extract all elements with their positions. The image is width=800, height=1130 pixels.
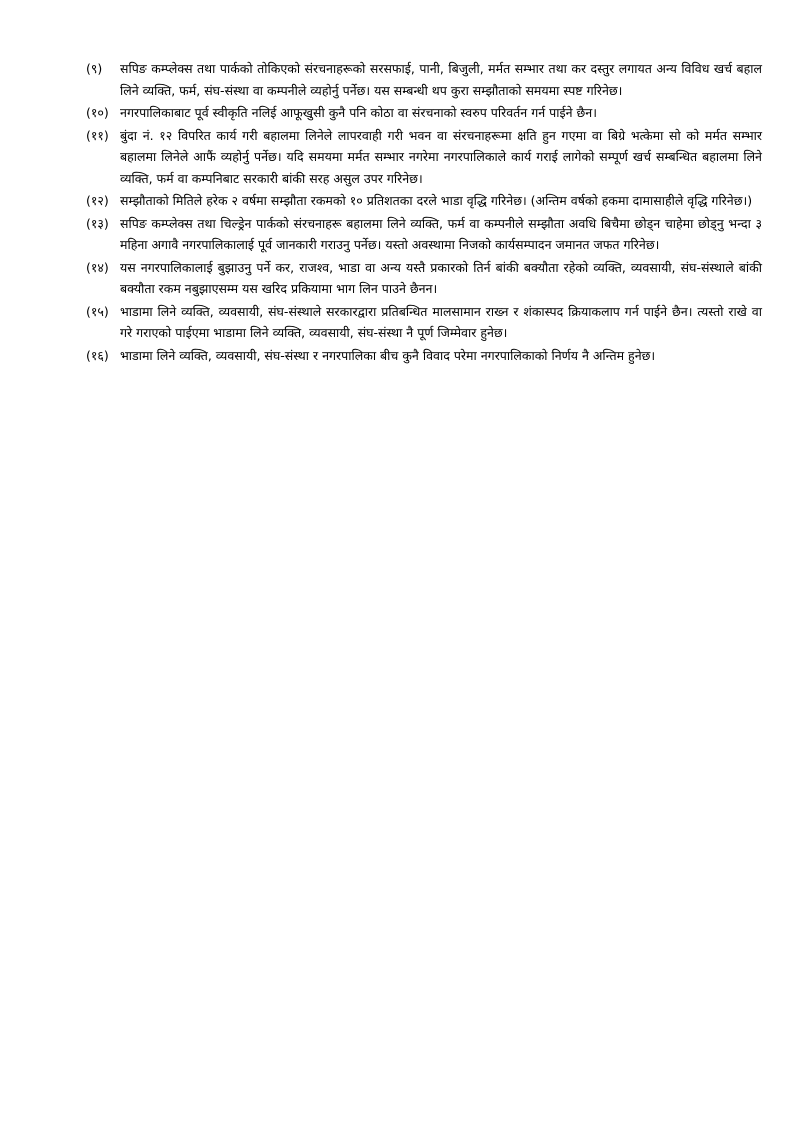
clause-text: यस नगरपालिकालाई बुझाउनु पर्ने कर, राजश्व, भाडा वा अन्य यस्तै प्रकारको तिर्न बांकी बक्यौता रहेको व्यक्ति, व्यवसायी, संघ-संस्थाले बांकी बक्यौता रकम नबुझाएसम्म यस खरिद प्रकियामा भाग लिन पाउने छैनन।: [120, 259, 762, 296]
clause-text: सपिङ कम्प्लेक्स तथा पार्कको तोकिएको संरचनाहरूको सरसफाई, पानी, बिजुली, मर्मत सम्भार तथा कर दस्तुर लगायत अन्य विविध खर्च बहाल लिने व्यक्ति, फर्म, संघ-संस्था वा कम्पनीले व्यहोर्नु पर्नेछ। यस सम्बन्धी थप कुरा सम्झौताको समयमा स्पष्ट गरिनेछ।: [120, 61, 762, 98]
clause-12: [86, 190, 762, 212]
clause-number: (१६): [86, 347, 109, 363]
clause-text: सपिङ कम्प्लेक्स तथा चिल्ड्रेन पार्कको संरचनाहरू बहालमा लिने व्यक्ति, फर्म वा कम्पनीले सम्झौता अवधि बिचैमा छोड्न चाहेमा छोड्नु भन्दा ३ महिना अगावै नगरपालिकालाई पूर्व जानकारी गराउनु पर्नेछ। यस्तो अवस्थामा निजको कार्यसम्पादन जमानत जफत गरिनेछ।: [120, 215, 762, 252]
clause-15: [86, 301, 762, 344]
clause-number: (१३): [86, 215, 109, 231]
clause-number: (९): [86, 61, 103, 76]
clause-text: नगरपालिकाबाट पूर्व स्वीकृति नलिई आफूखुसी कुनै पनि कोठा वा संरचनाको स्वरुप परिवर्तन गर्न पाईने छैन।: [120, 105, 597, 120]
clause-14: [86, 257, 762, 300]
clause-text: सम्झौताको मितिले हरेक २ वर्षमा सम्झौता रकमको १० प्रतिशतका दरले भाडा वृद्धि गरिनेछ। (अन्तिम वर्षको हकमा दामासाहीले वृद्धि गरिनेछ।): [120, 193, 753, 208]
clause-number: (१२): [86, 193, 109, 208]
clause-10: [86, 102, 762, 124]
clause-text: बुंदा नं. १२ विपरित कार्य गरी बहालमा लिनेले लापरवाही गरी भवन वा संरचनाहरूमा क्षति हुन गएमा वा बिग्रे भत्केमा सो को मर्मत सम्भार बहालमा लिनेले आफैं व्यहोर्नु पर्नेछ। यदि समयमा मर्मत सम्भार नगरेमा नगरपालिकाले कार्य गराई लागेको सम्पूर्ण खर्च सम्बन्धित बहालमा लिने व्यक्ति, फर्म वा कम्पनिबाट सरकारी बांकी सरह असुल उपर गरिनेछ।: [120, 127, 762, 186]
clause-13: [86, 213, 762, 256]
clause-number: (११): [86, 127, 109, 143]
clause-16: [86, 345, 762, 367]
clause-number: (१५): [86, 303, 109, 319]
clause-number: (१०): [86, 105, 109, 120]
clause-11: [86, 125, 762, 190]
clause-text: भाडामा लिने व्यक्ति, व्यवसायी, संघ-संस्थाले सरकारद्वारा प्रतिबन्धित मालसामान राख्न र शंकास्पद क्रियाकलाप गर्न पाईने छैन। त्यस्तो राखे वा गरे गराएको पाईएमा भाडामा लिने व्यक्ति, व्यवसायी, संघ-संस्था नै पूर्ण जिम्मेवार हुनेछ।: [120, 303, 762, 340]
clause-text: भाडामा लिने व्यक्ति, व्यवसायी, संघ-संस्था र नगरपालिका बीच कुनै विवाद परेमा नगरपालिकाको निर्णय नै अन्तिम हुनेछ।: [120, 347, 656, 363]
clause-9: [86, 58, 762, 101]
clause-number: (१४): [86, 259, 109, 275]
